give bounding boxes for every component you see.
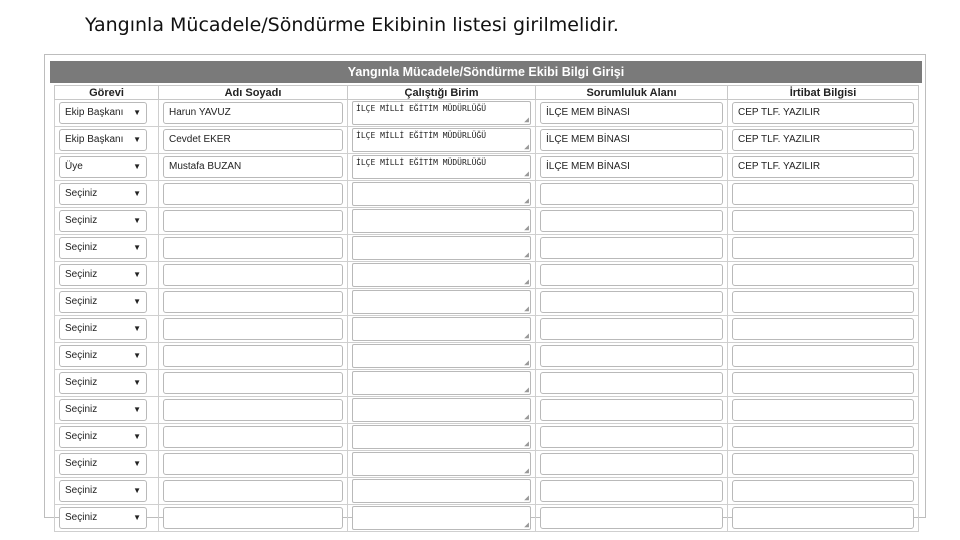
cell-sorumluluk-alani bbox=[536, 154, 728, 181]
cell-irtibat-bilgisi bbox=[728, 127, 919, 154]
irtibat-bilgisi-input[interactable] bbox=[732, 507, 914, 529]
table-row bbox=[55, 235, 919, 262]
cell-irtibat-bilgisi bbox=[728, 478, 919, 505]
sorumluluk-alani-input[interactable] bbox=[540, 507, 723, 529]
calistigi-birim-textarea[interactable] bbox=[352, 317, 531, 341]
cell-gorevi bbox=[55, 505, 159, 532]
calistigi-birim-textarea[interactable] bbox=[352, 182, 531, 206]
form-panel bbox=[44, 54, 926, 529]
cell-irtibat-bilgisi bbox=[728, 316, 919, 343]
sorumluluk-alani-input[interactable] bbox=[540, 345, 723, 367]
cell-sorumluluk-alani bbox=[536, 424, 728, 451]
gorevi-selected-value: Seçiniz bbox=[65, 377, 98, 388]
irtibat-bilgisi-input[interactable]: CEP TLF. YAZILIR bbox=[732, 129, 914, 151]
cell-gorevi bbox=[55, 451, 159, 478]
cell-sorumluluk-alani bbox=[536, 478, 728, 505]
cell-sorumluluk-alani bbox=[536, 235, 728, 262]
table-row bbox=[55, 316, 919, 343]
resize-grip-icon[interactable]: ◢ bbox=[524, 439, 529, 448]
sorumluluk-alani-input[interactable]: İLÇE MEM BİNASI bbox=[540, 129, 723, 151]
table-row bbox=[55, 424, 919, 451]
cell-adi-soyadi bbox=[159, 370, 348, 397]
cell-sorumluluk-alani bbox=[536, 370, 728, 397]
resize-grip-icon[interactable]: ◢ bbox=[524, 142, 529, 151]
cell-sorumluluk-alani bbox=[536, 397, 728, 424]
resize-grip-icon[interactable]: ◢ bbox=[524, 493, 529, 502]
cell-gorevi bbox=[55, 100, 159, 127]
calistigi-birim-value: İLÇE MİLLİ EĞİTİM MÜDÜRLÜĞÜ bbox=[356, 104, 487, 113]
cell-irtibat-bilgisi bbox=[728, 505, 919, 532]
cell-adi-soyadi bbox=[159, 181, 348, 208]
chevron-down-icon: ▼ bbox=[133, 486, 141, 495]
chevron-down-icon: ▼ bbox=[133, 189, 141, 198]
chevron-down-icon: ▼ bbox=[133, 216, 141, 225]
cell-adi-soyadi bbox=[159, 424, 348, 451]
adi-soyadi-input[interactable]: Harun YAVUZ bbox=[163, 102, 343, 124]
header-gorevi: Görevi bbox=[55, 86, 159, 100]
irtibat-bilgisi-input[interactable]: CEP TLF. YAZILIR bbox=[732, 102, 914, 124]
cell-sorumluluk-alani bbox=[536, 181, 728, 208]
sorumluluk-alani-input[interactable]: İLÇE MEM BİNASI bbox=[540, 156, 723, 178]
adi-soyadi-input[interactable]: Mustafa BUZAN bbox=[163, 156, 343, 178]
cell-gorevi bbox=[55, 478, 159, 505]
cell-sorumluluk-alani bbox=[536, 289, 728, 316]
cell-adi-soyadi bbox=[159, 397, 348, 424]
cell-gorevi bbox=[55, 316, 159, 343]
team-table bbox=[54, 85, 919, 532]
chevron-down-icon: ▼ bbox=[133, 513, 141, 522]
table-row bbox=[55, 262, 919, 289]
table-row bbox=[55, 478, 919, 505]
gorevi-select[interactable] bbox=[59, 156, 147, 178]
adi-soyadi-input[interactable] bbox=[163, 426, 343, 448]
sorumluluk-alani-input[interactable] bbox=[540, 453, 723, 475]
cell-calistigi-birim bbox=[348, 181, 536, 208]
gorevi-select[interactable] bbox=[59, 129, 147, 151]
resize-grip-icon[interactable]: ◢ bbox=[524, 331, 529, 340]
resize-grip-icon[interactable]: ◢ bbox=[524, 115, 529, 124]
chevron-down-icon: ▼ bbox=[133, 405, 141, 414]
cell-adi-soyadi bbox=[159, 208, 348, 235]
cell-irtibat-bilgisi bbox=[728, 289, 919, 316]
chevron-down-icon: ▼ bbox=[133, 108, 141, 117]
cell-irtibat-bilgisi bbox=[728, 424, 919, 451]
adi-soyadi-input[interactable] bbox=[163, 264, 343, 286]
calistigi-birim-textarea[interactable] bbox=[352, 398, 531, 422]
cell-adi-soyadi bbox=[159, 451, 348, 478]
chevron-down-icon: ▼ bbox=[133, 351, 141, 360]
cell-irtibat-bilgisi bbox=[728, 397, 919, 424]
gorevi-select[interactable] bbox=[59, 210, 147, 232]
gorevi-selected-value: Seçiniz bbox=[65, 512, 98, 523]
gorevi-select[interactable] bbox=[59, 183, 147, 205]
gorevi-selected-value: Ekip Başkanı bbox=[65, 134, 124, 145]
header-adi-soyadi: Adı Soyadı bbox=[159, 86, 348, 100]
resize-grip-icon[interactable]: ◢ bbox=[524, 520, 529, 529]
calistigi-birim-textarea[interactable] bbox=[352, 344, 531, 368]
cell-calistigi-birim bbox=[348, 262, 536, 289]
header-irtibat-bilgisi: İrtibat Bilgisi bbox=[728, 86, 919, 100]
irtibat-bilgisi-input[interactable] bbox=[732, 480, 914, 502]
cell-irtibat-bilgisi bbox=[728, 451, 919, 478]
header-sorumluluk-alani: Sorumluluk Alanı bbox=[536, 86, 728, 100]
cell-gorevi bbox=[55, 343, 159, 370]
gorevi-select[interactable] bbox=[59, 507, 147, 529]
calistigi-birim-textarea[interactable] bbox=[352, 452, 531, 476]
table-row bbox=[55, 181, 919, 208]
irtibat-bilgisi-input[interactable]: CEP TLF. YAZILIR bbox=[732, 156, 914, 178]
cell-calistigi-birim bbox=[348, 478, 536, 505]
cell-calistigi-birim bbox=[348, 289, 536, 316]
adi-soyadi-input[interactable] bbox=[163, 291, 343, 313]
cell-gorevi bbox=[55, 424, 159, 451]
gorevi-selected-value: Seçiniz bbox=[65, 350, 98, 361]
cell-adi-soyadi bbox=[159, 505, 348, 532]
calistigi-birim-textarea[interactable] bbox=[352, 479, 531, 503]
sorumluluk-alani-input[interactable] bbox=[540, 264, 723, 286]
sorumluluk-alani-input[interactable] bbox=[540, 480, 723, 502]
resize-grip-icon[interactable]: ◢ bbox=[524, 466, 529, 475]
cell-calistigi-birim bbox=[348, 343, 536, 370]
header-calistigi-birim: Çalıştığı Birim bbox=[348, 86, 536, 100]
cell-gorevi bbox=[55, 127, 159, 154]
sorumluluk-alani-input[interactable] bbox=[540, 210, 723, 232]
gorevi-select[interactable] bbox=[59, 318, 147, 340]
cell-sorumluluk-alani bbox=[536, 208, 728, 235]
resize-grip-icon[interactable]: ◢ bbox=[524, 412, 529, 421]
form-title: Yangınla Mücadele/Söndürme Ekibi Bilgi Girişi bbox=[50, 61, 922, 83]
cell-adi-soyadi bbox=[159, 289, 348, 316]
cell-sorumluluk-alani bbox=[536, 262, 728, 289]
calistigi-birim-textarea[interactable] bbox=[352, 209, 531, 233]
gorevi-selected-value: Seçiniz bbox=[65, 458, 98, 469]
calistigi-birim-textarea[interactable] bbox=[352, 425, 531, 449]
gorevi-select[interactable] bbox=[59, 372, 147, 394]
table-row bbox=[55, 370, 919, 397]
adi-soyadi-input[interactable] bbox=[163, 372, 343, 394]
sorumluluk-alani-input[interactable]: İLÇE MEM BİNASI bbox=[540, 102, 723, 124]
cell-irtibat-bilgisi bbox=[728, 343, 919, 370]
sorumluluk-alani-input[interactable] bbox=[540, 426, 723, 448]
cell-irtibat-bilgisi bbox=[728, 100, 919, 127]
gorevi-selected-value: Seçiniz bbox=[65, 296, 98, 307]
resize-grip-icon[interactable]: ◢ bbox=[524, 250, 529, 259]
adi-soyadi-input[interactable] bbox=[163, 453, 343, 475]
gorevi-select[interactable] bbox=[59, 453, 147, 475]
cell-gorevi bbox=[55, 235, 159, 262]
cell-adi-soyadi bbox=[159, 100, 348, 127]
irtibat-bilgisi-input[interactable] bbox=[732, 183, 914, 205]
table-row bbox=[55, 505, 919, 532]
gorevi-select[interactable] bbox=[59, 291, 147, 313]
cell-gorevi bbox=[55, 154, 159, 181]
cell-calistigi-birim bbox=[348, 316, 536, 343]
cell-sorumluluk-alani bbox=[536, 505, 728, 532]
cell-sorumluluk-alani bbox=[536, 127, 728, 154]
cell-calistigi-birim bbox=[348, 505, 536, 532]
cell-gorevi bbox=[55, 370, 159, 397]
cell-irtibat-bilgisi bbox=[728, 370, 919, 397]
table-row bbox=[55, 127, 919, 154]
resize-grip-icon[interactable]: ◢ bbox=[524, 304, 529, 313]
table-row bbox=[55, 397, 919, 424]
irtibat-bilgisi-input[interactable] bbox=[732, 399, 914, 421]
sorumluluk-alani-input[interactable] bbox=[540, 291, 723, 313]
cell-gorevi bbox=[55, 262, 159, 289]
chevron-down-icon: ▼ bbox=[133, 378, 141, 387]
chevron-down-icon: ▼ bbox=[133, 243, 141, 252]
cell-calistigi-birim bbox=[348, 235, 536, 262]
adi-soyadi-input[interactable] bbox=[163, 318, 343, 340]
gorevi-selected-value: Seçiniz bbox=[65, 485, 98, 496]
cell-adi-soyadi bbox=[159, 316, 348, 343]
table-row bbox=[55, 289, 919, 316]
gorevi-selected-value: Seçiniz bbox=[65, 242, 98, 253]
gorevi-select[interactable] bbox=[59, 345, 147, 367]
cell-irtibat-bilgisi bbox=[728, 181, 919, 208]
gorevi-select[interactable] bbox=[59, 399, 147, 421]
irtibat-bilgisi-input[interactable] bbox=[732, 426, 914, 448]
irtibat-bilgisi-input[interactable] bbox=[732, 264, 914, 286]
irtibat-bilgisi-input[interactable] bbox=[732, 210, 914, 232]
calistigi-birim-textarea[interactable] bbox=[352, 506, 531, 530]
cell-sorumluluk-alani bbox=[536, 316, 728, 343]
cell-gorevi bbox=[55, 289, 159, 316]
gorevi-select[interactable] bbox=[59, 264, 147, 286]
calistigi-birim-textarea[interactable] bbox=[352, 263, 531, 287]
irtibat-bilgisi-input[interactable] bbox=[732, 372, 914, 394]
calistigi-birim-textarea[interactable] bbox=[352, 236, 531, 260]
cell-gorevi bbox=[55, 397, 159, 424]
cell-calistigi-birim bbox=[348, 397, 536, 424]
resize-grip-icon[interactable]: ◢ bbox=[524, 358, 529, 367]
calistigi-birim-textarea[interactable] bbox=[352, 155, 531, 179]
calistigi-birim-textarea[interactable] bbox=[352, 290, 531, 314]
cell-calistigi-birim bbox=[348, 100, 536, 127]
gorevi-select[interactable] bbox=[59, 480, 147, 502]
adi-soyadi-input[interactable] bbox=[163, 210, 343, 232]
cell-calistigi-birim bbox=[348, 154, 536, 181]
calistigi-birim-textarea[interactable] bbox=[352, 371, 531, 395]
cell-irtibat-bilgisi bbox=[728, 262, 919, 289]
adi-soyadi-input[interactable] bbox=[163, 480, 343, 502]
sorumluluk-alani-input[interactable] bbox=[540, 372, 723, 394]
gorevi-select[interactable] bbox=[59, 426, 147, 448]
chevron-down-icon: ▼ bbox=[133, 324, 141, 333]
gorevi-selected-value: Seçiniz bbox=[65, 404, 98, 415]
adi-soyadi-input[interactable]: Cevdet EKER bbox=[163, 129, 343, 151]
cell-irtibat-bilgisi bbox=[728, 208, 919, 235]
gorevi-select[interactable] bbox=[59, 237, 147, 259]
cell-calistigi-birim bbox=[348, 208, 536, 235]
cell-adi-soyadi bbox=[159, 235, 348, 262]
gorevi-selected-value: Üye bbox=[65, 161, 83, 172]
calistigi-birim-textarea[interactable] bbox=[352, 101, 531, 125]
cell-gorevi bbox=[55, 208, 159, 235]
sorumluluk-alani-input[interactable] bbox=[540, 399, 723, 421]
resize-grip-icon[interactable]: ◢ bbox=[524, 277, 529, 286]
gorevi-selected-value: Seçiniz bbox=[65, 215, 98, 226]
adi-soyadi-input[interactable] bbox=[163, 237, 343, 259]
cell-sorumluluk-alani bbox=[536, 451, 728, 478]
slide-title: Yangınla Mücadele/Söndürme Ekibinin listesi girilmelidir. bbox=[85, 14, 619, 36]
table-row bbox=[55, 100, 919, 127]
irtibat-bilgisi-input[interactable] bbox=[732, 291, 914, 313]
irtibat-bilgisi-input[interactable] bbox=[732, 345, 914, 367]
cell-calistigi-birim bbox=[348, 424, 536, 451]
cell-irtibat-bilgisi bbox=[728, 235, 919, 262]
cell-calistigi-birim bbox=[348, 127, 536, 154]
chevron-down-icon: ▼ bbox=[133, 459, 141, 468]
table-row bbox=[55, 343, 919, 370]
cell-calistigi-birim bbox=[348, 370, 536, 397]
cell-adi-soyadi bbox=[159, 343, 348, 370]
calistigi-birim-textarea[interactable] bbox=[352, 128, 531, 152]
adi-soyadi-input[interactable] bbox=[163, 183, 343, 205]
resize-grip-icon[interactable]: ◢ bbox=[524, 169, 529, 178]
cell-calistigi-birim bbox=[348, 451, 536, 478]
cell-sorumluluk-alani bbox=[536, 100, 728, 127]
gorevi-select[interactable] bbox=[59, 102, 147, 124]
cell-irtibat-bilgisi bbox=[728, 154, 919, 181]
chevron-down-icon: ▼ bbox=[133, 162, 141, 171]
irtibat-bilgisi-input[interactable] bbox=[732, 237, 914, 259]
table-row bbox=[55, 208, 919, 235]
adi-soyadi-input[interactable] bbox=[163, 507, 343, 529]
table-row bbox=[55, 451, 919, 478]
sorumluluk-alani-input[interactable] bbox=[540, 183, 723, 205]
resize-grip-icon[interactable]: ◢ bbox=[524, 196, 529, 205]
irtibat-bilgisi-input[interactable] bbox=[732, 318, 914, 340]
adi-soyadi-input[interactable] bbox=[163, 399, 343, 421]
gorevi-selected-value: Seçiniz bbox=[65, 431, 98, 442]
cell-adi-soyadi bbox=[159, 478, 348, 505]
cell-adi-soyadi bbox=[159, 127, 348, 154]
gorevi-selected-value: Ekip Başkanı bbox=[65, 107, 124, 118]
gorevi-selected-value: Seçiniz bbox=[65, 323, 98, 334]
chevron-down-icon: ▼ bbox=[133, 297, 141, 306]
sorumluluk-alani-input[interactable] bbox=[540, 318, 723, 340]
chevron-down-icon: ▼ bbox=[133, 270, 141, 279]
chevron-down-icon: ▼ bbox=[133, 135, 141, 144]
cell-adi-soyadi bbox=[159, 262, 348, 289]
cell-adi-soyadi bbox=[159, 154, 348, 181]
gorevi-selected-value: Seçiniz bbox=[65, 188, 98, 199]
resize-grip-icon[interactable]: ◢ bbox=[524, 223, 529, 232]
table-row bbox=[55, 154, 919, 181]
table-header-row bbox=[55, 86, 919, 100]
calistigi-birim-value: İLÇE MİLLİ EĞİTİM MÜDÜRLÜĞÜ bbox=[356, 131, 487, 140]
resize-grip-icon[interactable]: ◢ bbox=[524, 385, 529, 394]
cell-sorumluluk-alani bbox=[536, 343, 728, 370]
sorumluluk-alani-input[interactable] bbox=[540, 237, 723, 259]
cell-gorevi bbox=[55, 181, 159, 208]
chevron-down-icon: ▼ bbox=[133, 432, 141, 441]
gorevi-selected-value: Seçiniz bbox=[65, 269, 98, 280]
adi-soyadi-input[interactable] bbox=[163, 345, 343, 367]
irtibat-bilgisi-input[interactable] bbox=[732, 453, 914, 475]
calistigi-birim-value: İLÇE MİLLİ EĞİTİM MÜDÜRLÜĞÜ bbox=[356, 158, 487, 167]
